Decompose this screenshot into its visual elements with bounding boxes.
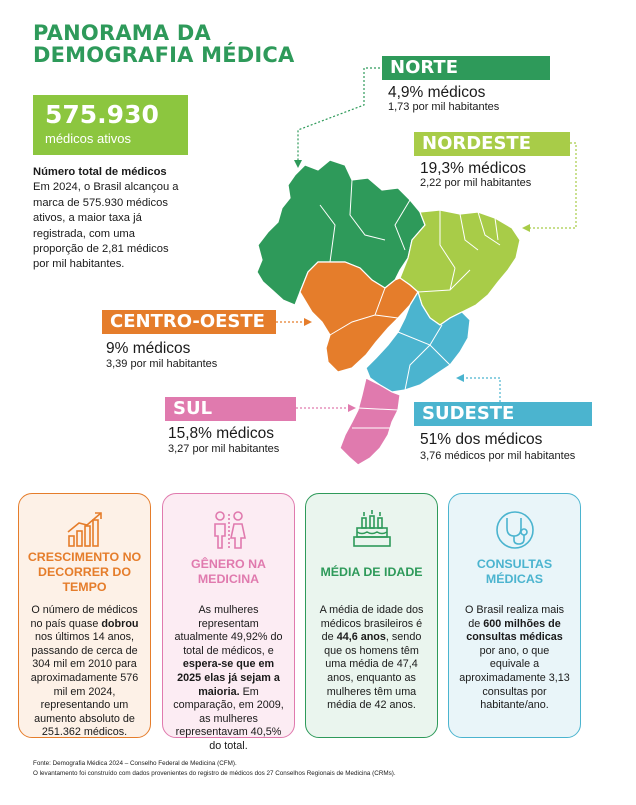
card-growth-body-2: dobrou [101,617,139,630]
card-consultations-title: CONSULTAS MÉDICAS [476,557,553,586]
card-growth-title: CRESCIMENTO NO DECORRER DO TEMPO [27,549,142,594]
region-pct-norte: 4,9% médicos [388,84,486,101]
region-pct-centro-oeste: 9% médicos [106,340,191,357]
region-rate-norte: 1,73 por mil habitantes [388,101,500,113]
title-line-1: PANORAMA DA [33,21,211,45]
region-pct-nordeste: 19,3% médicos [420,160,526,177]
card-consultations-body-3: por ano, o que equivale a aproximadamente 3,13 consultas por habitante/ano. [459,644,570,712]
man-woman-icon [207,508,251,552]
card-consultations-body-1: O Brasil realiza mais de [465,604,564,630]
region-label-norte: NORTE [382,56,550,80]
stethoscope-icon [493,508,537,552]
card-age-body [316,604,427,713]
card-gender-title: GÊNERO NA MEDICINA [190,557,267,586]
connector-sudeste [462,378,500,402]
region-rate-sudeste: 3,76 médicos por mil habitantes [420,450,576,462]
region-label-nordeste: NORDESTE [414,132,570,156]
title-line-2: DEMOGRAFIA MÉDICA [33,43,295,67]
card-growth-body [29,604,140,740]
card-gender [162,493,295,752]
card-growth [18,493,151,738]
footer-source: Fonte: Demografia Médica 2024 – Conselho Federal de Medicina (CFM). [33,760,237,767]
card-gender-body-2: espera-se que em 2025 elas já sejam a maioria. [177,658,280,698]
birthday-cake-icon [350,508,394,552]
card-gender-body-3: Em comparação, em 2009, as mulheres representavam 40,5% do total. [173,685,284,752]
region-label-sul: SUL [165,397,296,421]
card-age [305,493,438,738]
card-consultations [448,493,581,738]
card-age-body-3: , sendo que os homens têm uma média de 47,4 anos, enquanto as mulheres têm uma média de 42 anos. [324,631,422,712]
region-pct-sudeste: 51% dos médicos [420,431,543,448]
connector-norte [298,68,380,165]
card-gender-body-1: As mulheres representam atualmente 49,92% do total de médicos, e [174,604,283,657]
region-label-centro-oeste: CENTRO-OESTE [102,310,276,334]
card-gender-body [173,604,284,754]
card-age-body-2: 44,6 anos [336,631,386,644]
intro-body: Em 2024, o Brasil alcançou a marca de 575.930 médicos ativos, a maior taxa já registrada, com uma proporção de 2,81 médicos por mil habitantes. [33,181,179,271]
region-label-sudeste: SUDESTE [414,402,592,426]
region-rate-nordeste: 2,22 por mil habitantes [420,177,532,189]
footer-note: O levantamento foi construído com dados provenientes do registro de médicos dos 27 Conselhos Regionais de Medicina (CRMs). [33,770,396,777]
card-age-body-1: A média de idade dos médicos brasileiros é de [319,604,424,644]
growth-chart-icon [63,508,107,552]
card-consultations-body-2: 600 milhões de consultas médicas [466,617,563,644]
region-rate-sul: 3,27 por mil habitantes [168,443,280,455]
card-consultations-body [459,604,570,713]
card-growth-body-1: O número de médicos no país quase [30,604,138,630]
total-doctors-value: 575.930 [45,100,159,129]
region-pct-sul: 15,8% médicos [168,425,274,442]
map-region-sul [340,378,400,465]
region-rate-centro-oeste: 3,39 por mil habitantes [106,358,218,370]
card-growth-body-3: nos últimos 14 anos, passando de cerca de 304 mil em 2010 para aproximadamente 576 mil em 2024, representando um aumento absoluto de 251.362 médicos. [30,631,139,739]
total-doctors-label: médicos ativos [45,131,131,146]
intro-heading: Número total de médicos [33,166,167,178]
card-age-title: MÉDIA DE IDADE [320,564,423,579]
